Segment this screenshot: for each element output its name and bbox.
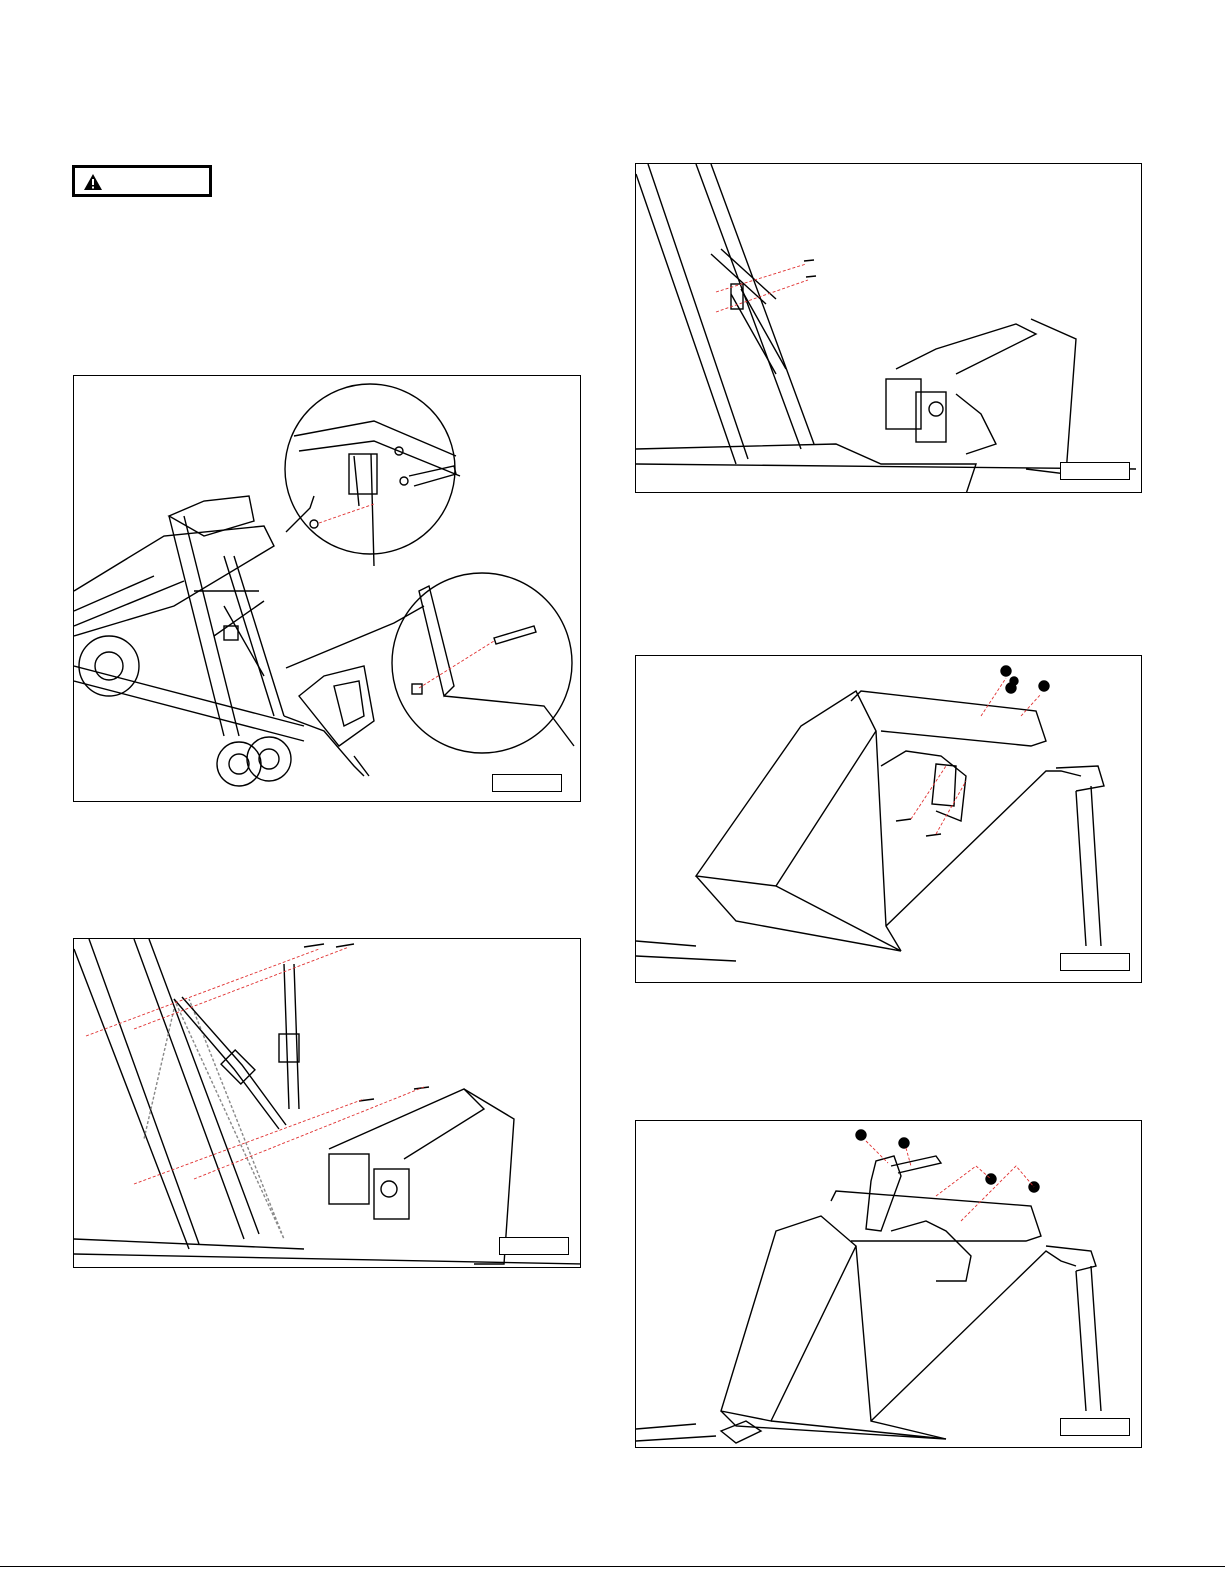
hopper-bracket-drawing <box>636 1121 1142 1448</box>
warning-triangle-icon <box>83 173 103 191</box>
figure-4-label <box>1060 953 1130 971</box>
figure-2-label <box>499 1237 569 1255</box>
figure-4-illustration <box>635 655 1142 983</box>
hopper-shield-drawing <box>636 656 1142 983</box>
figure-1-label <box>492 774 562 792</box>
figure-5-illustration <box>635 1120 1142 1448</box>
conveyor-assembly-drawing <box>74 376 581 802</box>
cross-brace-drawing <box>74 939 581 1268</box>
figure-3-illustration <box>635 163 1142 493</box>
figure-2-illustration <box>73 938 581 1268</box>
figure-1-illustration <box>73 375 581 802</box>
frame-bolt-drawing <box>636 164 1142 493</box>
page-bottom-rule <box>0 1566 1225 1567</box>
figure-3-label <box>1060 462 1130 480</box>
warning-label-box <box>72 165 212 197</box>
figure-5-label <box>1060 1418 1130 1436</box>
